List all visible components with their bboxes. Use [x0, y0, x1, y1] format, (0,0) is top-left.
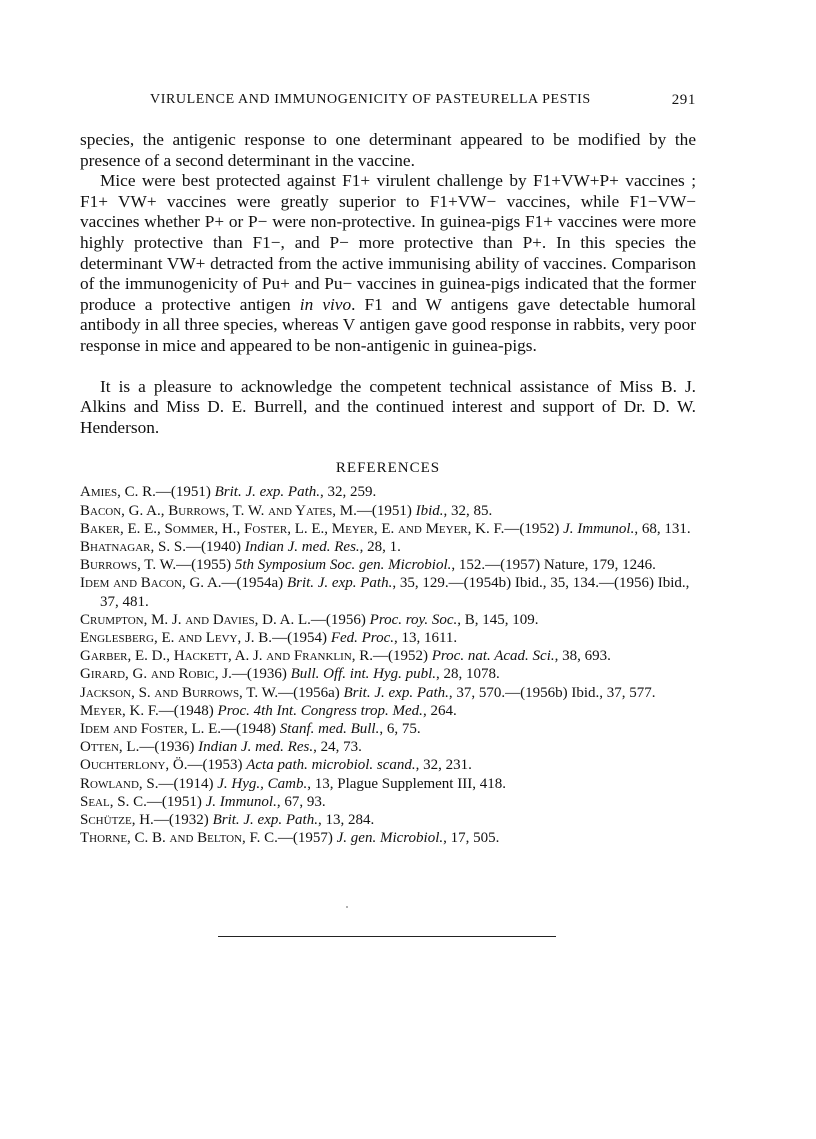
- reference-volume: , 68, 131.: [634, 520, 691, 537]
- reference-author: Amies, C. R.: [80, 484, 156, 501]
- reference-year: —(1957): [277, 830, 337, 847]
- reference-year: —(1954a): [221, 575, 287, 592]
- reference-volume: , 152.—(1957) Nature, 179, 1246.: [451, 557, 656, 574]
- reference-author: Seal, S. C.: [80, 793, 147, 810]
- reference-year: —(1948): [158, 702, 218, 719]
- reference-item: [80, 829, 696, 847]
- reference-author: Ouchterlony, Ö.: [80, 757, 188, 774]
- page-number: 291: [671, 92, 696, 108]
- reference-item: [80, 684, 696, 702]
- running-header: [80, 92, 696, 116]
- reference-item: [80, 538, 696, 556]
- reference-item: [80, 611, 696, 629]
- reference-journal: Proc. roy. Soc.: [369, 611, 458, 628]
- reference-year: —(1956): [310, 611, 370, 628]
- reference-year: —(1951): [155, 484, 215, 501]
- reference-author: Burrows, T. W.: [80, 557, 177, 574]
- reference-volume: , 264.: [422, 702, 457, 719]
- paragraph-1: species, the antigenic response to one determinant appeared to be modified by the presence of a second determinant in the vaccine.: [80, 130, 696, 170]
- paragraph-2-text-a: Mice were best protected against F1+ virulent challenge by F1+VW+P+ vaccines ; F1+ VW+ vaccines were greatly superior to F1+VW− vaccines, while F1−VW− vaccines whether P+ or P− were non-protective. In guinea-pigs F1+ vaccines were more highly protective than F1−, and P− more protective than P+. In this species the determinant VW+ detracted from the active immunising ability of vaccines. Comparison of the immunogenicity of Pu+ and Pu− vaccines in guinea-pigs indicated that the former produce a protective antigen: [80, 171, 696, 314]
- reference-year: —(1953): [187, 757, 247, 774]
- reference-year: —(1954): [272, 629, 331, 646]
- running-title: VIRULENCE AND IMMUNOGENICITY OF PASTEURELLA PESTIS: [150, 92, 591, 107]
- reference-journal: 5th Symposium Soc. gen. Microbiol.: [234, 557, 452, 574]
- reference-volume: , 24, 73.: [313, 739, 362, 756]
- reference-item: [80, 574, 696, 610]
- reference-item: [80, 738, 696, 756]
- reference-item: [80, 793, 696, 811]
- reference-journal: Ibid.: [415, 502, 444, 519]
- reference-volume: , 32, 259.: [320, 484, 377, 501]
- reference-year: —(1936): [139, 739, 199, 756]
- paragraph-2: [80, 171, 696, 356]
- reference-journal: J. gen. Microbiol.: [336, 830, 444, 847]
- reference-item: [80, 665, 696, 683]
- reference-author: Jackson, S. and Burrows, T. W.: [80, 684, 279, 701]
- reference-author: Crumpton, M. J. and Davies, D. A. L.: [80, 611, 311, 628]
- reference-volume: , 13, Plague Supplement III, 418.: [307, 775, 506, 792]
- reference-year: —(1948): [221, 720, 280, 737]
- reference-author: Thorne, C. B. and Belton, F. C.: [80, 830, 278, 847]
- reference-volume: , 28, 1078.: [436, 666, 500, 683]
- reference-item: [80, 702, 696, 720]
- reference-journal: Brit. J. exp. Path.: [212, 811, 318, 828]
- reference-volume: , 13, 1611.: [393, 629, 458, 646]
- reference-year: —(1955): [176, 557, 235, 574]
- reference-journal: Proc. nat. Acad. Sci.: [431, 648, 555, 665]
- reference-item: [80, 629, 696, 647]
- reference-item: [80, 720, 696, 738]
- reference-item: [80, 520, 696, 538]
- reference-author: Idem and Foster, L. E.: [80, 720, 222, 737]
- reference-year: —(1932): [153, 811, 213, 828]
- reference-item: [80, 756, 696, 774]
- reference-journal: Brit. J. exp. Path.: [214, 484, 321, 501]
- reference-item: [80, 775, 696, 793]
- reference-year: —(1936): [231, 666, 291, 683]
- reference-journal: Indian J. med. Res.: [198, 739, 314, 756]
- reference-journal: Acta path. microbiol. scand.: [246, 757, 416, 774]
- paragraph-2-italic: in vivo: [299, 294, 352, 314]
- reference-year: —(1952): [372, 648, 432, 665]
- reference-journal: Bull. Off. int. Hyg. publ.: [290, 666, 437, 683]
- reference-author: Garber, E. D., Hackett, A. J. and Franklin, R.: [80, 648, 373, 665]
- reference-author: Bhatnagar, S. S.: [80, 538, 186, 555]
- reference-year: —(1956a): [278, 684, 344, 701]
- reference-item: [80, 556, 696, 574]
- reference-journal: Proc. 4th Int. Congress trop. Med.: [217, 702, 423, 719]
- reference-journal: J. Immunol.: [563, 520, 635, 537]
- reference-author: Englesberg, E. and Levy, J. B.: [80, 629, 273, 646]
- reference-year: —(1951): [356, 502, 416, 519]
- reference-journal: Fed. Proc.: [330, 629, 394, 646]
- reference-volume: , 32, 231.: [415, 757, 472, 774]
- reference-journal: Indian J. med. Res.: [244, 538, 360, 555]
- reference-journal: J. Immunol.: [205, 793, 277, 810]
- reference-author: Schütze, H.: [80, 811, 154, 828]
- paragraph-2-text-b: . F1 and W antigens gave detectable humoral antibody in all three species, whereas V antigen gave good response in rabbits, very poor response in mice and appeared to be non-antigenic in guinea-pigs.: [80, 294, 696, 355]
- stray-mark: [346, 906, 348, 908]
- reference-author: Girard, G. and Robic, J.: [80, 666, 232, 683]
- end-rule: [218, 936, 556, 937]
- reference-year: —(1914): [158, 775, 218, 792]
- reference-volume: , 13, 284.: [317, 811, 375, 828]
- reference-author: Otten, L.: [80, 739, 140, 756]
- reference-year: —(1952): [504, 520, 564, 537]
- reference-item: [80, 502, 696, 520]
- reference-volume: , 38, 693.: [554, 648, 611, 665]
- page: [80, 92, 696, 847]
- reference-item: [80, 647, 696, 665]
- reference-journal: Brit. J. exp. Path.: [343, 684, 449, 701]
- reference-journal: Stanf. med. Bull.: [279, 720, 380, 737]
- reference-author: Idem and Bacon, G. A.: [80, 575, 222, 592]
- reference-journal: J. Hyg., Camb.: [217, 775, 308, 792]
- reference-journal: Brit. J. exp. Path.: [286, 575, 393, 592]
- reference-volume: , 37, 570.—(1956b) Ibid., 37, 577.: [448, 684, 656, 701]
- reference-volume: , 28, 1.: [359, 538, 401, 555]
- reference-volume: , 6, 75.: [379, 720, 421, 737]
- reference-author: Baker, E. E., Sommer, H., Foster, L. E., Meyer, E. and Meyer, K. F.: [80, 520, 505, 537]
- reference-author: Bacon, G. A., Burrows, T. W. and Yates, M.: [80, 502, 357, 519]
- reference-author: Meyer, K. F.: [80, 702, 159, 719]
- reference-volume: , 67, 93.: [276, 793, 326, 810]
- reference-volume: , 32, 85.: [443, 502, 493, 519]
- reference-author: Rowland, S.: [80, 775, 159, 792]
- acknowledgement: It is a pleasure to acknowledge the competent technical assistance of Miss B. J. Alkins and Miss D. E. Burrell, and the continued interest and support of Dr. D. W. Henderson.: [80, 376, 696, 437]
- reference-year: —(1940): [185, 538, 245, 555]
- reference-item: [80, 483, 696, 501]
- reference-volume: , 17, 505.: [443, 830, 500, 847]
- reference-volume: , B, 145, 109.: [457, 611, 539, 628]
- reference-year: —(1951): [146, 793, 206, 810]
- reference-volume: , 35, 129.—(1954b) Ibid., 35, 134.—(1956) Ibid., 37, 481.: [100, 575, 690, 610]
- references-heading: REFERENCES: [335, 460, 441, 477]
- reference-item: [80, 811, 696, 829]
- reference-list: [80, 483, 696, 847]
